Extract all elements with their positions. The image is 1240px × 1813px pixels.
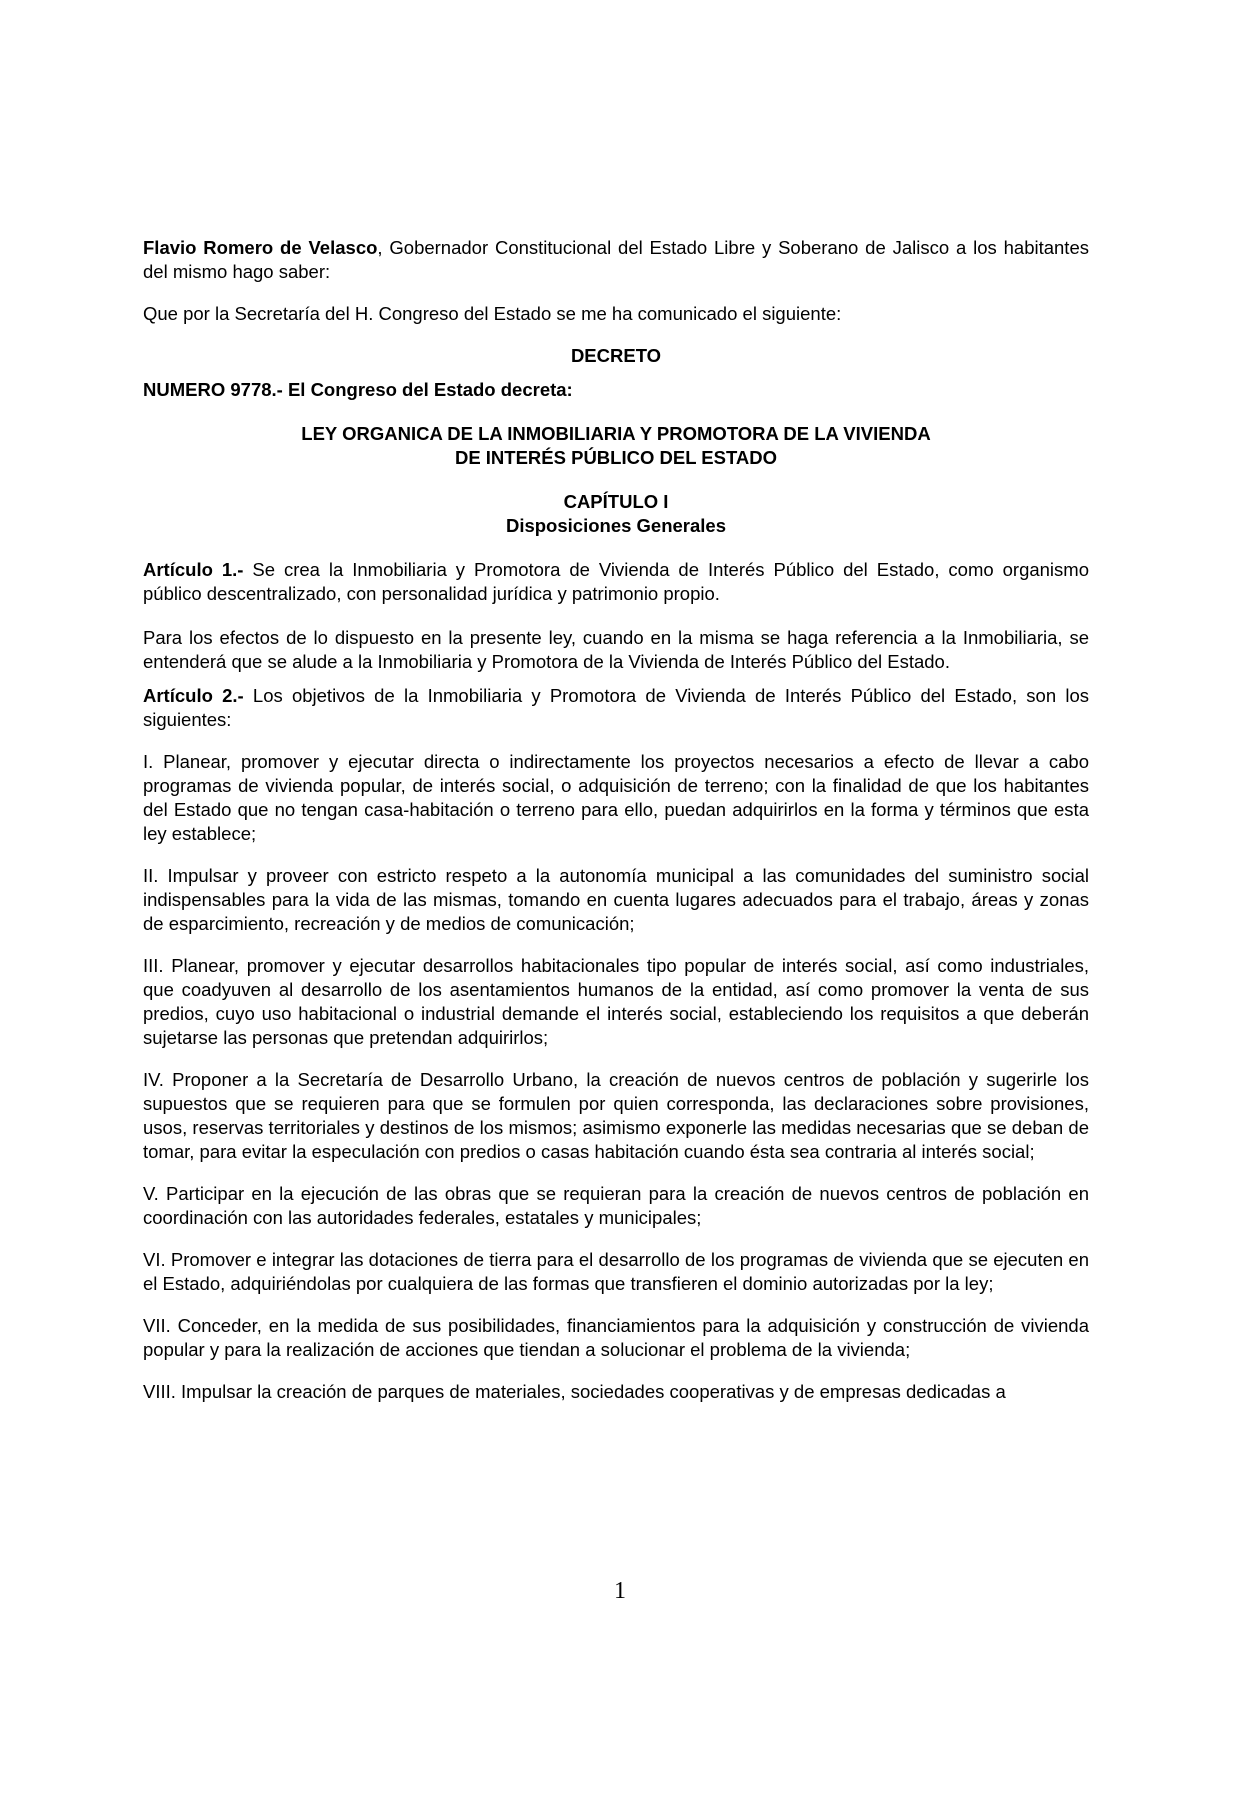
article-2-item-7: VII. Conceder, en la medida de sus posibilidades, financiamientos para la adquisición y construcción de vivienda popular y para la realización de acciones que tiendan a solucionar el problema de la vivienda; (143, 1315, 1089, 1360)
article-2 (143, 684, 1089, 732)
governor-name: Flavio Romero de Velasco (143, 237, 378, 258)
article-1-text: Se crea la Inmobiliaria y Promotora de Vivienda de Interés Público del Estado, como organismo público descentralizado, con personalidad jurídica y patrimonio propio. (143, 559, 1089, 604)
page-number: 1 (614, 1578, 626, 1604)
article-2-item-3: III. Planear, promover y ejecutar desarrollos habitacionales tipo popular de interés social, así como industriales, que coadyuven al desarrollo de los asentamientos humanos de la entidad, así como promover la venta de sus predios, cuyo uso habitacional o industrial demande el interés social, estableciendo los requisitos a que deberán sujetarse las personas que pretendan adquirirlos; (143, 955, 1089, 1048)
communication-paragraph: Que por la Secretaría del H. Congreso del Estado se me ha comunicado el siguiente: (143, 303, 842, 324)
article-2-item-8: VIII. Impulsar la creación de parques de materiales, sociedades cooperativas y de empresas dedicadas a (143, 1381, 1006, 1402)
article-2-label: Artículo 2.- (143, 685, 244, 706)
law-title-line1: LEY ORGANICA DE LA INMOBILIARIA Y PROMOTORA DE LA VIVIENDA (301, 423, 931, 444)
article-2-text: Los objetivos de la Inmobiliaria y Promotora de Vivienda de Interés Público del Estado, son los siguientes: (143, 685, 1089, 730)
chapter-number: CAPÍTULO I (563, 491, 669, 512)
article-2-item-5: V. Participar en la ejecución de las obras que se requieran para la creación de nuevos centros de población en coordinación con las autoridades federales, estatales y municipales; (143, 1183, 1089, 1228)
law-title (143, 422, 1089, 470)
governor-text: , Gobernador Constitucional del Estado Libre y Soberano de Jalisco a los habitantes del mismo hago saber: (143, 237, 1089, 282)
article-1-label: Artículo 1.- (143, 559, 244, 580)
article-2-item-2: II. Impulsar y proveer con estricto respeto a la autonomía municipal a las comunidades del suministro social indispensables para la vida de las mismas, tomando en cuenta lugares adecuados para el trabajo, áreas y zonas de esparcimiento, recreación y de medios de comunicación; (143, 865, 1089, 934)
article-1 (143, 558, 1089, 606)
chapter-name: Disposiciones Generales (505, 515, 727, 536)
chapter-heading (143, 490, 1089, 538)
article-1-paragraph-2: Para los efectos de lo dispuesto en la presente ley, cuando en la misma se haga referencia a la Inmobiliaria, se entenderá que se alude a la Inmobiliaria y Promotora de la Vivienda de Interés Público del Estado. (143, 627, 1089, 672)
intro-paragraph (143, 236, 1089, 284)
article-2-item-1: I. Planear, promover y ejecutar directa o indirectamente los proyectos necesarios a efecto de llevar a cabo programas de vivienda popular, de interés social, o adquisición de terreno; con la finalidad de que los habitantes del Estado que no tengan casa-habitación o terreno para ello, puedan adquirirlos en la forma y términos que esta ley establece; (143, 751, 1089, 844)
decree-heading: DECRETO (570, 345, 662, 366)
article-2-item-6: VI. Promover e integrar las dotaciones de tierra para el desarrollo de los programas de vivienda que se ejecuten en el Estado, adquiriéndolas por cualquiera de las formas que transfieren el dominio autorizadas por la ley; (143, 1249, 1089, 1294)
article-2-item-4: IV. Proponer a la Secretaría de Desarrollo Urbano, la creación de nuevos centros de población y sugerirle los supuestos que se requieren para que se formulen por quien corresponda, las declaraciones sobre provisiones, usos, reservas territoriales y destinos de los mismos; asimismo exponerle las medidas necesarias que se deban de tomar, para evitar la especulación con predios o casas habitación cuando ésta sea contraria al interés social; (143, 1069, 1089, 1162)
law-title-line2: DE INTERÉS PÚBLICO DEL ESTADO (454, 447, 778, 468)
decree-number: NUMERO 9778.- El Congreso del Estado decreta: (143, 379, 573, 400)
document-body (143, 236, 1089, 1404)
